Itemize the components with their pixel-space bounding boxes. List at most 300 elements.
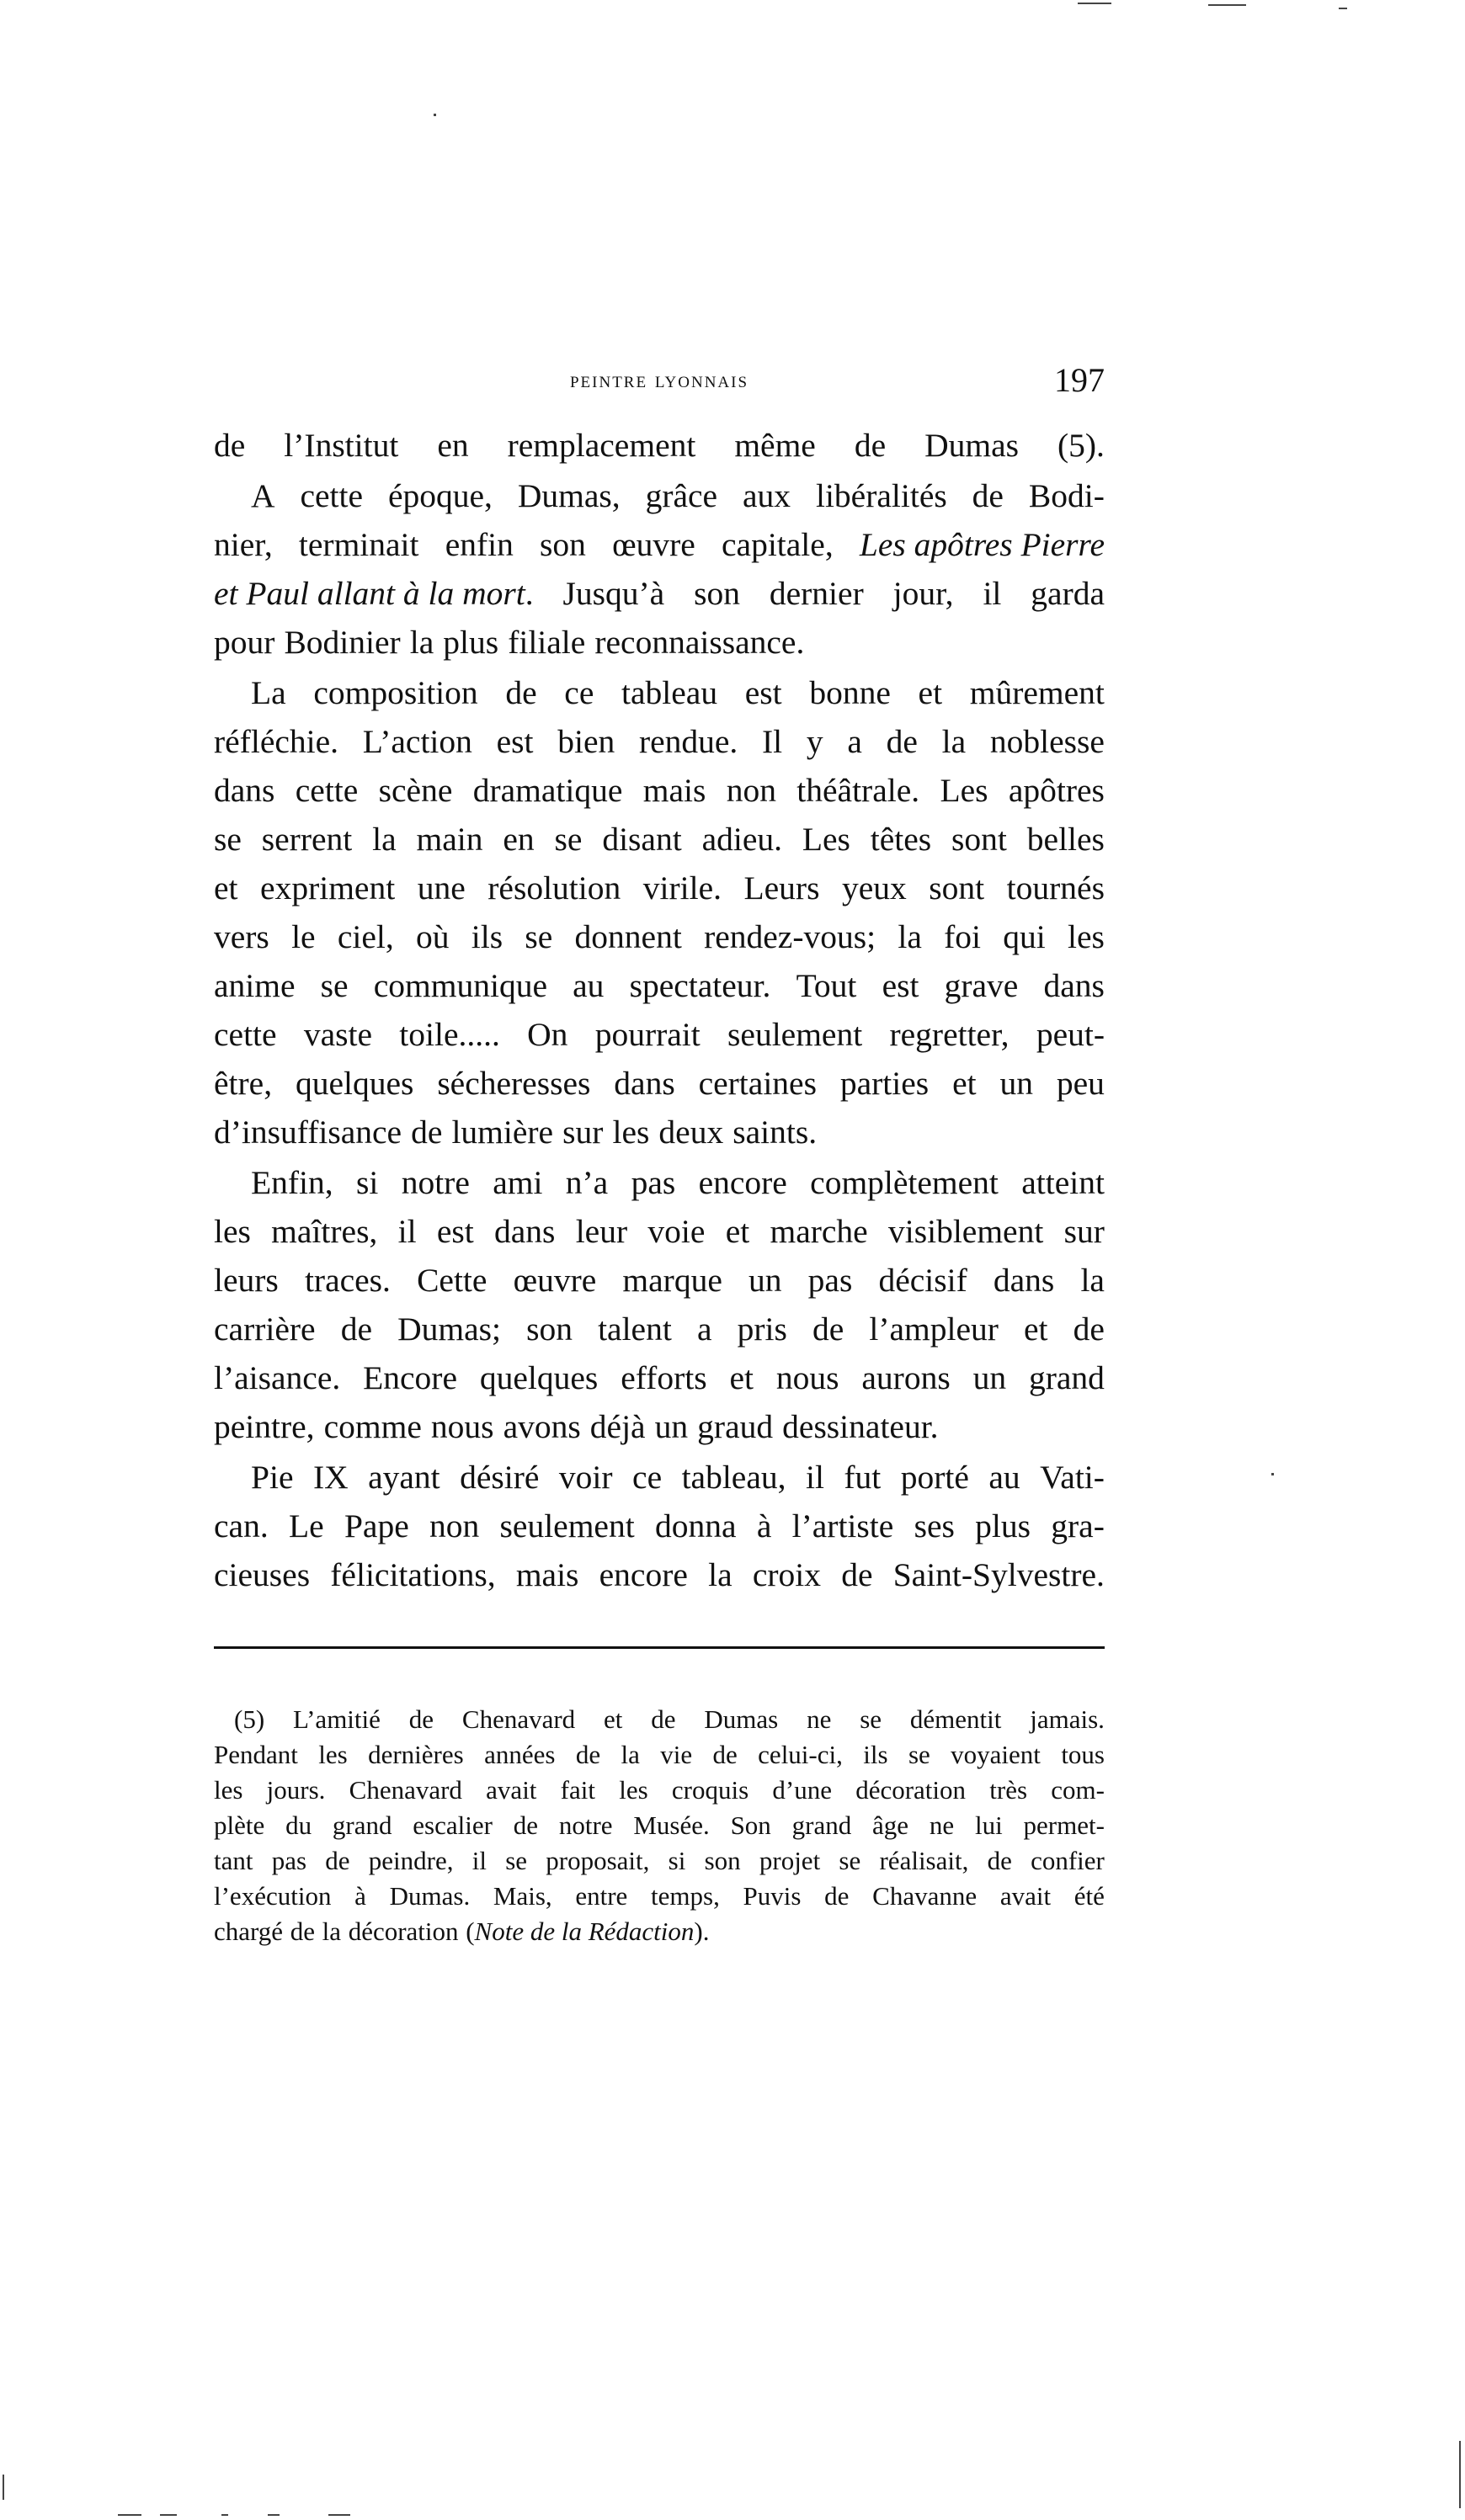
word: si [668, 1846, 686, 1875]
word: voie [647, 1213, 706, 1250]
word: Dumas [924, 427, 1019, 464]
word: tableau [621, 674, 718, 711]
word: comme [323, 1408, 422, 1445]
word: marche [770, 1213, 868, 1250]
word: été [1073, 1881, 1105, 1911]
word: seulement [727, 1016, 863, 1053]
word: Dumas, [517, 477, 621, 514]
word: l’exécution [214, 1881, 332, 1911]
word: virile. [642, 869, 722, 906]
text-line [214, 569, 1105, 618]
word: Bodi- [1028, 477, 1105, 514]
word: est [882, 967, 919, 1004]
word: disant [602, 821, 682, 858]
word: son [694, 575, 740, 612]
word: terminait [298, 526, 419, 563]
word: son [526, 1311, 573, 1348]
footnote-line [214, 1737, 1105, 1773]
word: Pape [344, 1507, 409, 1544]
word: Chavanne [872, 1881, 978, 1911]
word: peintre, [214, 1408, 315, 1445]
paragraph [214, 1158, 1105, 1451]
word: de [712, 1740, 738, 1769]
word: vaste [303, 1016, 372, 1053]
word: décisif [878, 1262, 967, 1299]
word: Bodinier [284, 624, 401, 661]
word: il [471, 1846, 487, 1875]
word: cieuses [214, 1556, 311, 1593]
word: non [429, 1507, 480, 1544]
word: pas [631, 1164, 676, 1201]
word: en [503, 821, 535, 858]
word: cette [295, 772, 359, 809]
word: un [748, 1262, 782, 1299]
word: son [540, 526, 586, 563]
running-title: peintre lyonnais [569, 367, 749, 392]
word: pas [807, 1262, 853, 1299]
word: rendue. [638, 723, 738, 760]
word: qui [1003, 918, 1046, 955]
word: plus [975, 1507, 1031, 1544]
word: les [619, 1775, 648, 1805]
word: regretter, [889, 1016, 1010, 1053]
word: se [525, 918, 553, 955]
word: jours. [266, 1775, 326, 1805]
word: jamais. [1030, 1704, 1105, 1734]
text-line [214, 1402, 1105, 1451]
word: non [726, 772, 776, 809]
word: un [654, 1408, 689, 1445]
word: belles [1026, 821, 1105, 858]
word: a [696, 1311, 712, 1348]
body-text [214, 421, 1105, 1599]
word: talent [598, 1311, 672, 1348]
word: grâce [645, 477, 718, 514]
word: Enfin, [251, 1164, 333, 1201]
word: il [983, 575, 1002, 612]
text-line [214, 864, 1105, 912]
footnote-line [214, 1702, 1105, 1737]
text-line [214, 1353, 1105, 1402]
word: anime [214, 967, 296, 1004]
word: garda [1031, 575, 1105, 612]
text-line [214, 1550, 1105, 1599]
word: composition [313, 674, 478, 711]
text-line [214, 1059, 1105, 1108]
word: en [437, 427, 469, 464]
word: de [408, 1704, 434, 1734]
word: lumière [451, 1114, 554, 1151]
word: Leurs [743, 869, 820, 906]
text-line [214, 1010, 1105, 1059]
word: vie [660, 1740, 693, 1769]
word: dans [993, 1262, 1055, 1299]
word: cette [214, 1016, 277, 1053]
word: mais [515, 1556, 579, 1593]
running-head [214, 361, 1105, 399]
word: de [824, 1881, 850, 1911]
word: et [729, 1359, 754, 1396]
word: chargé [214, 1917, 284, 1946]
text-line [214, 1207, 1105, 1256]
word: de [575, 1740, 601, 1769]
word: se [554, 821, 583, 858]
text-line [214, 1502, 1105, 1550]
word: jour, [892, 575, 954, 612]
word: se [860, 1704, 882, 1734]
word: et [214, 869, 238, 906]
word: de [513, 1810, 539, 1840]
word: Dumas; [397, 1311, 501, 1348]
word: avait [999, 1881, 1052, 1911]
page-number: 197 [1054, 361, 1105, 399]
word: grand [791, 1810, 852, 1840]
word: ne [807, 1704, 832, 1734]
word: grave [944, 967, 1019, 1004]
word: pourrait [594, 1016, 701, 1053]
word: d’une [772, 1775, 832, 1805]
word: est [496, 723, 534, 760]
word: de [340, 1311, 372, 1348]
text-line [214, 471, 1105, 520]
word: On [527, 1016, 568, 1053]
word: sur [562, 1114, 604, 1151]
word: deux [658, 1114, 724, 1151]
word: sont [951, 821, 1007, 858]
word: bonne [809, 674, 891, 711]
footnote-line [214, 1773, 1105, 1808]
word: enfin [445, 526, 514, 563]
word: une [417, 869, 466, 906]
text-line [214, 618, 1105, 667]
text-line [214, 912, 1105, 961]
word: résolution [487, 869, 621, 906]
word: la [898, 918, 922, 955]
word: années [484, 1740, 556, 1769]
word: de [972, 477, 1004, 514]
word: celui-ci, [758, 1740, 843, 1769]
word: de [812, 1311, 844, 1348]
word: félicitations, [330, 1556, 496, 1593]
footnote-line [214, 1843, 1105, 1879]
word: quelques [479, 1359, 599, 1396]
word: de [411, 1114, 443, 1151]
word: et [918, 674, 943, 711]
word: l’Institut [284, 427, 399, 464]
word: ne [929, 1810, 955, 1840]
word: reconnaissance. [594, 624, 805, 661]
word: sur [1063, 1213, 1105, 1250]
word: sont [929, 869, 985, 906]
word: gra- [1051, 1507, 1105, 1544]
word: Chenavard [349, 1775, 462, 1805]
word: ils [471, 918, 503, 955]
word: quelques [295, 1065, 414, 1102]
word: les [612, 1114, 650, 1151]
word: pas [271, 1846, 307, 1875]
text-line [214, 961, 1105, 1010]
word: d’insuffisance [214, 1114, 402, 1151]
word: tous [1061, 1740, 1105, 1769]
word: notre [558, 1810, 613, 1840]
word: atteint [1021, 1164, 1105, 1201]
word: œuvre [612, 526, 695, 563]
word: Il [762, 723, 783, 760]
word: Jusqu’à [562, 575, 665, 612]
word: âge [872, 1810, 909, 1840]
word: tant [214, 1846, 253, 1875]
word: lui [974, 1810, 1003, 1840]
word: son [704, 1846, 741, 1875]
word: il [397, 1213, 417, 1250]
word: et [725, 1213, 750, 1250]
word: main [416, 821, 483, 858]
text-line [214, 815, 1105, 864]
text-line [214, 1108, 1105, 1156]
word: y [806, 723, 823, 760]
word: A [251, 477, 275, 514]
text-line [214, 520, 1105, 569]
word: au [988, 1459, 1020, 1496]
paragraph [214, 421, 1105, 470]
word: adieu. [701, 821, 782, 858]
word: Les [802, 821, 850, 858]
word: avons [503, 1408, 581, 1445]
word: il [805, 1459, 824, 1496]
word: entre [575, 1881, 628, 1911]
word: de [1073, 1311, 1105, 1348]
word: notre [401, 1164, 470, 1201]
word: ayant [368, 1459, 440, 1496]
word: à [354, 1881, 366, 1911]
word: certaines [698, 1065, 817, 1102]
word: maîtres, [271, 1213, 378, 1250]
word: traces. [304, 1262, 391, 1299]
word: se [839, 1846, 861, 1875]
word: un [999, 1065, 1033, 1102]
word: (Note de la Rédaction). [466, 1917, 710, 1946]
word: de [841, 1556, 873, 1593]
word: dernier [769, 575, 864, 612]
word: décoration [348, 1917, 459, 1946]
word: les [318, 1740, 348, 1769]
word: Mais, [493, 1881, 552, 1911]
word: dans [214, 772, 275, 809]
paragraph [214, 668, 1105, 1156]
word: (5) [234, 1704, 265, 1734]
word: cette [300, 477, 364, 514]
word: décoration [855, 1775, 967, 1805]
word: Pie [251, 1459, 294, 1496]
word: dernières [368, 1740, 464, 1769]
word: de [651, 1704, 676, 1734]
word: à [756, 1507, 772, 1544]
word: donna [654, 1507, 737, 1544]
word: communique [373, 967, 547, 1004]
word: plète [214, 1810, 265, 1840]
word: nier, [214, 526, 273, 563]
word: complètement [810, 1164, 999, 1201]
paragraph [214, 1453, 1105, 1599]
text-line [214, 1453, 1105, 1502]
word: L’action [362, 723, 472, 760]
word: saints. [732, 1114, 818, 1151]
word: visiblement [888, 1213, 1044, 1250]
word: de [325, 1846, 350, 1875]
word: de [886, 723, 918, 760]
footnote-divider [214, 1646, 1105, 1649]
word: aurons [861, 1359, 951, 1396]
word: can. [214, 1507, 269, 1544]
word: serrent [261, 821, 353, 858]
word: de [214, 427, 246, 464]
word: et [604, 1704, 623, 1734]
word: se [214, 821, 242, 858]
word: Pendant [214, 1740, 298, 1769]
word: se [908, 1740, 930, 1769]
word: ami [493, 1164, 543, 1201]
word: pris [737, 1311, 787, 1348]
word: se [505, 1846, 528, 1875]
word: dramatique [472, 772, 623, 809]
text-line [214, 717, 1105, 766]
word: vers [214, 918, 269, 955]
word: un [972, 1359, 1007, 1396]
word: la [372, 821, 397, 858]
word: croix [752, 1556, 821, 1593]
text-line [214, 668, 1105, 717]
word: la [621, 1740, 640, 1769]
text-line [214, 1256, 1105, 1305]
word: tableau, [681, 1459, 786, 1496]
word: leur [575, 1213, 628, 1250]
word: l’ampleur [869, 1311, 999, 1348]
word: croquis [671, 1775, 749, 1805]
word: de [987, 1846, 1012, 1875]
word: où [416, 918, 450, 955]
word: de [505, 674, 537, 711]
paragraph [214, 471, 1105, 667]
word: sécheresses [437, 1065, 591, 1102]
word: la [708, 1556, 732, 1593]
word: aux [743, 477, 791, 514]
footnote-line [214, 1879, 1105, 1914]
word: nous [775, 1359, 839, 1396]
word: peu [1056, 1065, 1105, 1102]
word: mais [642, 772, 706, 809]
word: seulement [499, 1507, 635, 1544]
word: Tout [796, 967, 857, 1004]
word: escalier [413, 1810, 493, 1840]
word: parties [839, 1065, 930, 1102]
word: noblesse [989, 723, 1105, 760]
word: temps, [651, 1881, 720, 1911]
word: de [854, 427, 887, 464]
word: les [214, 1775, 243, 1805]
word: projet [759, 1846, 821, 1875]
word: les [1068, 918, 1105, 955]
word: capitale, [722, 526, 834, 563]
footnote-line [214, 1808, 1105, 1843]
word: le [291, 918, 316, 955]
word: remplacement [507, 427, 696, 464]
word: être, [214, 1065, 273, 1102]
word: rendez-vous; [704, 918, 876, 955]
word: au [573, 967, 605, 1004]
word: yeux [841, 869, 907, 906]
word: Puvis [743, 1881, 802, 1911]
word: fait [560, 1775, 595, 1805]
word: donnent [574, 918, 682, 955]
word: spectateur. [629, 967, 771, 1004]
word: et [952, 1065, 977, 1102]
word: graud [697, 1408, 774, 1445]
word: du [285, 1810, 312, 1840]
word: la [941, 723, 967, 760]
word: n’a [565, 1164, 609, 1201]
word: confier [1031, 1846, 1105, 1875]
word: dans [614, 1065, 675, 1102]
word: est [436, 1213, 474, 1250]
word: libéralités [815, 477, 947, 514]
word: toile..... [399, 1016, 500, 1053]
footnotes [214, 1702, 1105, 1949]
word: très [989, 1775, 1028, 1805]
word: efforts [621, 1359, 707, 1396]
word: Le [288, 1507, 324, 1544]
word: même [734, 427, 816, 464]
word: la [322, 1917, 342, 1946]
word: plus [443, 624, 499, 661]
word: voir [558, 1459, 613, 1496]
word: dessinateur. [782, 1408, 939, 1445]
word: (5). [1057, 427, 1105, 464]
word: la [1080, 1262, 1105, 1299]
word: ce [564, 674, 594, 711]
word: proposait, [546, 1846, 650, 1875]
word: désiré [460, 1459, 540, 1496]
word: porté [900, 1459, 969, 1496]
word: est [744, 674, 782, 711]
word: carrière [214, 1311, 316, 1348]
word: la [409, 624, 434, 661]
word: de [290, 1917, 315, 1946]
word: Encore [363, 1359, 457, 1396]
word: apôtres [1008, 772, 1105, 809]
word: fut [844, 1459, 882, 1496]
word: scène [378, 772, 453, 809]
word: Les apôtres Pierre [859, 526, 1105, 563]
text-line [214, 766, 1105, 815]
word: Musée. [633, 1810, 710, 1840]
word: les [214, 1213, 251, 1250]
word: nous [430, 1408, 494, 1445]
word: pour [214, 624, 275, 661]
word: voyaient [951, 1740, 1041, 1769]
word: l’artiste [791, 1507, 894, 1544]
word: bien [557, 723, 615, 760]
word: grand [1028, 1359, 1105, 1396]
text-line [214, 1158, 1105, 1207]
word: Chenavard [461, 1704, 576, 1734]
word: Vati- [1040, 1459, 1105, 1496]
word: époque, [387, 477, 493, 514]
word: ils [863, 1740, 888, 1769]
word: dans [494, 1213, 556, 1250]
word: com- [1051, 1775, 1105, 1805]
word: mûrement [969, 674, 1105, 711]
word: et Paul allant à la mort. [214, 575, 534, 612]
